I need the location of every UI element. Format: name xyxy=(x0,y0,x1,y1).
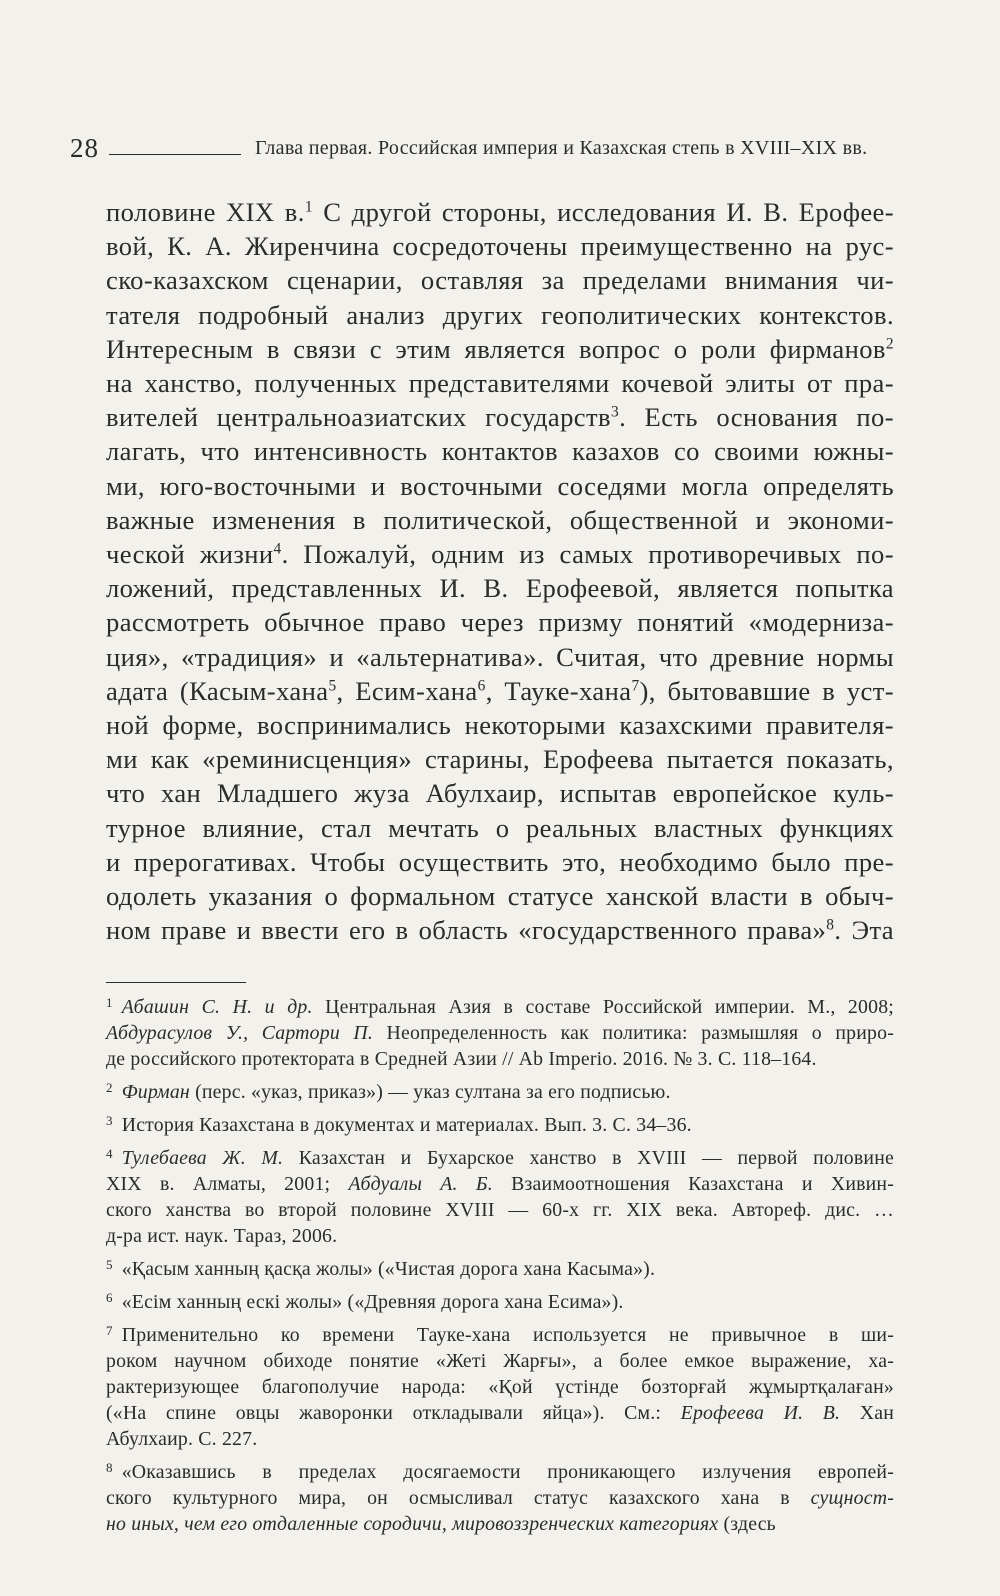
text-run: Интересным в связи с этим является вопрос о роли фирманов xyxy=(106,333,886,364)
footnote-4 xyxy=(106,1141,894,1249)
footnote-2 xyxy=(106,1075,894,1105)
footnote-line xyxy=(106,1141,894,1171)
text-run: ном праве и ввести его в область «государственного права» xyxy=(106,915,827,946)
text-run: ложений, представленных И. В. Ерофеевой, является попытка xyxy=(106,573,894,604)
text-line xyxy=(106,195,894,229)
text-run: и прерогативах. Чтобы осуществить это, необходимо было пре- xyxy=(106,846,894,877)
main-text xyxy=(106,195,894,947)
text-line xyxy=(106,263,894,297)
text-run: ского культурного мира, он осмысливал статус казахского хана в xyxy=(106,1487,811,1509)
text-run: ), бытовавшие в уст- xyxy=(639,675,894,706)
text-line xyxy=(106,537,894,571)
text-run: С другой стороны, исследования И. В. Ерофее- xyxy=(312,197,895,227)
text-line xyxy=(106,229,894,263)
running-title: Глава первая. Российская империя и Казахская степь в XVIII–XIX вв. xyxy=(255,136,868,159)
text-run: . Есть основания по- xyxy=(619,402,894,433)
text-run: ско-казахском сценарии, оставляя за пределами внимания чи- xyxy=(106,265,894,296)
footnote-3 xyxy=(106,1108,894,1138)
text-run: ского ханства во второй половине XVIII — 60-х гг. XIX века. Автореф. дис. … xyxy=(106,1199,894,1221)
text-run: что хан Младшего жуза Абулхаир, испытав европейское куль- xyxy=(106,778,894,809)
footnote-line xyxy=(106,1171,894,1197)
italic-run: Абдурасулов У., Сартори П. xyxy=(106,1022,374,1044)
footnote-line xyxy=(106,1108,894,1138)
footnote-number: 2 xyxy=(106,1080,113,1095)
footnote-line xyxy=(106,1426,894,1452)
footnote-ref[interactable]: 3 xyxy=(610,403,620,421)
text-line xyxy=(106,400,894,434)
footnote-line xyxy=(106,1285,894,1315)
text-run: Казахстан и Бухарское ханство в XVIII — первой половине xyxy=(283,1147,894,1169)
italic-run: Фирман xyxy=(121,1081,190,1103)
header-rule xyxy=(109,154,241,155)
text-line xyxy=(106,776,894,810)
italic-run: сущност- xyxy=(810,1487,894,1509)
text-run: Хан xyxy=(840,1402,894,1424)
text-run: лагать, что интенсивность контактов казахов со своими южны- xyxy=(106,436,894,467)
text-line xyxy=(106,434,894,468)
text-run: на ханство, полученных представителями кочевой элиты от пра- xyxy=(106,368,894,399)
text-line xyxy=(106,298,894,332)
page-number: 28 xyxy=(70,132,99,163)
italic-run: Абашин С. Н. и др. xyxy=(121,996,313,1018)
footnote-line xyxy=(106,1374,894,1400)
italic-run: Ерофеева И. В. xyxy=(680,1402,841,1424)
italic-run: но иных, чем его отдаленные сородичи, мировоззренческих категориях xyxy=(106,1513,719,1535)
footnote-line xyxy=(106,1020,894,1046)
footnote-5 xyxy=(106,1252,894,1282)
text-run: Центральная Азия в составе Российской империи. М., 2008; xyxy=(312,996,894,1018)
text-run: Абулхаир. С. 227. xyxy=(106,1428,258,1450)
text-run: Взаимоотношения Казахстана и Хивин- xyxy=(492,1173,895,1195)
footnote-number: 8 xyxy=(106,1460,113,1475)
text-run: Применительно ко времени Тауке-хана используется не привычное в ши- xyxy=(121,1324,894,1346)
footnote-line xyxy=(106,1252,894,1282)
footnote-line xyxy=(106,1075,894,1105)
footnote-1 xyxy=(106,990,894,1072)
footnote-ref[interactable]: 4 xyxy=(273,540,282,558)
footnotes xyxy=(106,990,894,1540)
footnote-line xyxy=(106,1223,894,1249)
text-run: XIX в. Алматы, 2001; xyxy=(106,1173,349,1195)
text-run: , Тауке-хана xyxy=(485,675,632,706)
footnote-number: 4 xyxy=(106,1146,113,1161)
footnote-line xyxy=(106,1455,894,1485)
text-line xyxy=(106,366,894,400)
text-run: вой, К. А. Жиренчина сосредоточены преимущественно на рус- xyxy=(106,231,894,262)
footnote-line xyxy=(106,1511,894,1537)
text-run: рактеризующее благополучие народа: «Қой үстінде бозторғай жұмыртқалаған» xyxy=(106,1376,894,1398)
text-run: . Пожалуй, одним из самых противоречивых по- xyxy=(281,539,894,570)
text-run: рассмотреть обычное право через призму понятий «модерниза- xyxy=(106,607,894,638)
text-line xyxy=(106,571,894,605)
footnote-ref[interactable]: 5 xyxy=(328,677,337,695)
text-run: тателя подробный анализ других геополитических контекстов. xyxy=(106,299,894,330)
running-header xyxy=(70,128,900,168)
footnote-line xyxy=(106,1046,894,1072)
text-run: Неопределенность как политика: размышляя о приро- xyxy=(373,1022,894,1044)
text-line xyxy=(106,332,894,366)
text-run: ми как «реминисценция» старины, Ерофеева пытается показать, xyxy=(106,744,894,775)
text-run: турное влияние, стал мечтать о реальных властных функциях xyxy=(106,812,894,843)
italic-run: Тулебаева Ж. М. xyxy=(121,1147,284,1169)
footnote-line xyxy=(106,1348,894,1374)
text-line xyxy=(106,742,894,776)
text-run: , Есим-хана xyxy=(336,675,478,706)
text-run: адата (Касым-хана xyxy=(106,675,329,706)
text-run: ческой жизни xyxy=(106,539,274,570)
footnote-ref[interactable]: 7 xyxy=(631,677,640,695)
footnote-separator xyxy=(106,982,246,983)
text-run: одолеть указания о формальном статусе ханской власти в обыч- xyxy=(106,881,894,912)
footnote-ref[interactable]: 6 xyxy=(477,677,486,695)
text-run: . Эта xyxy=(834,915,894,946)
footnote-line xyxy=(106,1197,894,1223)
text-run: «Есім ханның ескі жолы» («Древняя дорога хана Есима»). xyxy=(121,1291,624,1313)
footnote-number: 7 xyxy=(106,1323,113,1338)
text-run: роком научном обиходе понятие «Жеті Жарғы», а более емкое выражение, ха- xyxy=(106,1350,894,1372)
text-run: ми, юго-восточными и восточными соседями могла определять xyxy=(106,470,894,501)
text-line xyxy=(106,845,894,879)
footnote-8 xyxy=(106,1455,894,1537)
text-run: «Қасым ханның қасқа жолы» («Чистая дорога хана Касыма»). xyxy=(121,1258,656,1280)
footnote-number: 6 xyxy=(106,1290,113,1305)
text-run: («На спине овцы жаворонки откладывали яйца»). См.: xyxy=(106,1402,681,1424)
text-line xyxy=(106,674,894,708)
text-run: ция», «традиция» и «альтернатива». Считая, что древние нормы xyxy=(106,641,894,672)
text-run: «Оказавшись в пределах досягаемости проникающего излучения европей- xyxy=(121,1461,894,1483)
text-run: (здесь xyxy=(718,1513,776,1535)
text-line xyxy=(106,640,894,674)
text-run: ной форме, воспринимались некоторыми казахскими правителя- xyxy=(106,710,894,741)
text-line xyxy=(106,811,894,845)
footnote-line xyxy=(106,1485,894,1511)
footnote-7 xyxy=(106,1318,894,1452)
footnote-number: 3 xyxy=(106,1113,113,1128)
footnote-line xyxy=(106,1318,894,1348)
footnote-line xyxy=(106,1400,894,1426)
text-run: История Казахстана в документах и материалах. Вып. 3. С. 34–36. xyxy=(121,1114,692,1136)
text-run: важные изменения в политической, общественной и экономи- xyxy=(106,504,894,535)
footnote-number: 1 xyxy=(106,995,113,1010)
footnote-number: 5 xyxy=(106,1257,113,1272)
text-run: вителей центральноазиатских государств xyxy=(106,402,611,433)
text-run: (перс. «указ, приказ») — указ султана за его подписью. xyxy=(189,1081,671,1103)
text-line xyxy=(106,503,894,537)
text-run: де российского протектората в Средней Азии // Ab Imperio. 2016. № 3. С. 118–164. xyxy=(106,1048,817,1070)
footnote-ref[interactable]: 1 xyxy=(304,198,313,216)
text-line xyxy=(106,708,894,742)
text-line xyxy=(106,913,894,947)
italic-run: Абдуалы А. Б. xyxy=(348,1173,493,1195)
text-line xyxy=(106,469,894,503)
text-run: д-ра ист. наук. Тараз, 2006. xyxy=(106,1225,338,1247)
footnote-ref[interactable]: 2 xyxy=(885,335,894,353)
text-run: половине XIX в. xyxy=(106,197,305,227)
text-line xyxy=(106,879,894,913)
footnote-6 xyxy=(106,1285,894,1315)
footnote-ref[interactable]: 8 xyxy=(826,916,835,934)
footnote-line xyxy=(106,990,894,1020)
text-line xyxy=(106,605,894,639)
